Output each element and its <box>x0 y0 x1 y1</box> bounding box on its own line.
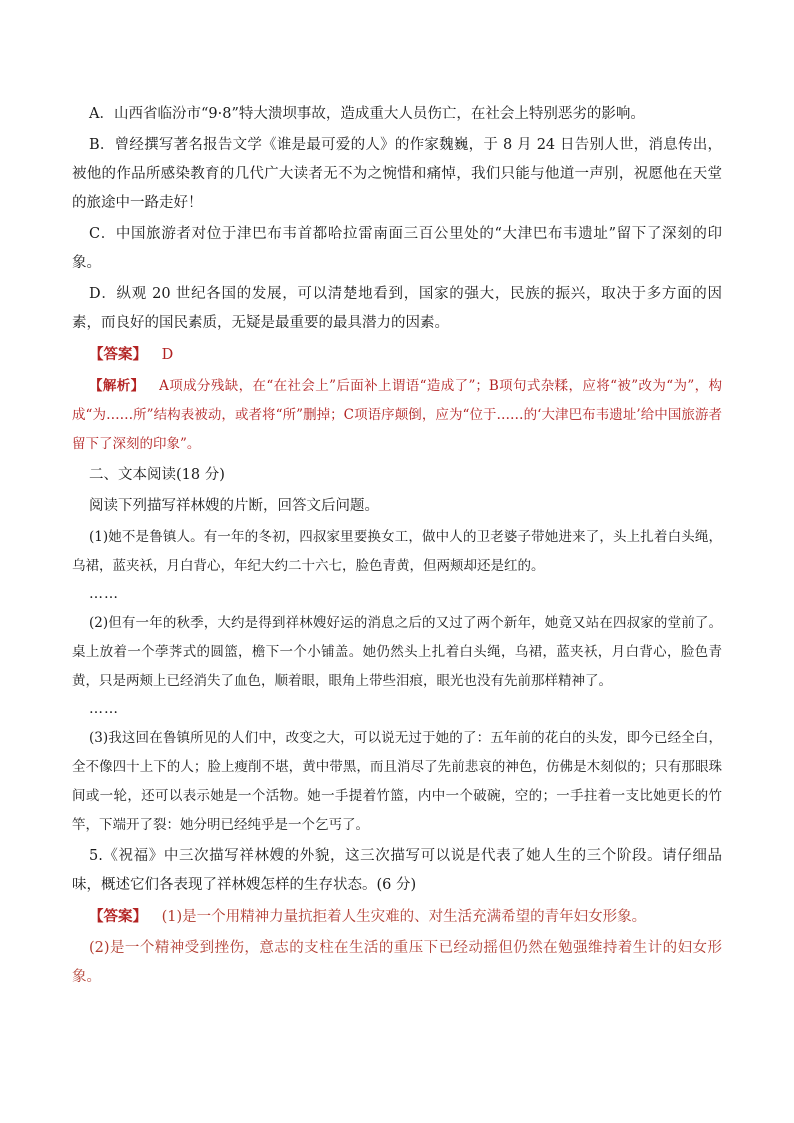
answer-2-line-2: (2)是一个精神受到挫伤，意志的支柱在生活的重压下已经动摇但仍然在勉强维持着生计的妇女形象。 <box>72 940 722 985</box>
answer-1-label: 【答案】 <box>89 346 147 363</box>
answer-2 <box>72 902 722 932</box>
answer-1-value: D <box>161 347 174 363</box>
analysis-text: A项成分残缺，在“在社会上”后面补上谓语“造成了”；B项句式杂糅，应将“被”改为“为”，构成“为……所”结构表被动，或者将“所”删掉；C项语序颠倒，应为“位于……的‘大津巴布韦遗址’给中国旅游者留下了深刻的印象”。 <box>72 378 723 452</box>
excerpt-1: (1)她不是鲁镇人。有一年的冬初，四叔家里要换女工，做中人的卫老婆子带她进来了，头上扎着白头绳，乌裙，蓝夹袄，月白背心，年纪大约二十六七，脸色青黄，但两颊却还是红的。 <box>72 529 722 574</box>
option-c: C．中国旅游者对位于津巴布韦首都哈拉雷南面三百公里处的“大津巴布韦遗址”留下了深刻的印象。 <box>72 226 722 271</box>
option-a: A．山西省临汾市“9·8”特大溃坝事故，造成重大人员伤亡，在社会上特别恶劣的影响。 <box>89 106 645 122</box>
option-d: D．纵观 20 世纪各国的发展，可以清楚地看到，国家的强大，民族的振兴，取决于多方面的因素，而良好的国民素质，无疑是最重要的最具潜力的因素。 <box>72 286 722 331</box>
section-2-title: 二、文本阅读(18 分) <box>89 467 225 483</box>
reading-instruction: 阅读下列描写祥林嫂的片断，回答文后问题。 <box>89 498 379 514</box>
excerpt-2: (2)但有一年的秋季，大约是得到祥林嫂好运的消息之后的又过了两个新年，她竟又站在四叔家的堂前了。桌上放着一个荸荠式的圆篮，檐下一个小铺盖。她仍然头上扎着白头绳，乌裙，蓝夹袄，月白背心，脸色青黄，只是两颊上已经消失了血色，顺着眼，眼角上带些泪痕，眼光也没有先前那样精神了。 <box>72 615 722 689</box>
answer-1 <box>72 340 722 370</box>
analysis-label: 【解析】 <box>89 378 145 394</box>
ellipsis-1: …… <box>89 586 119 602</box>
ellipsis-2: …… <box>89 701 119 717</box>
answer-2-line-1: (1)是一个用精神力量抗拒着人生灾难的、对生活充满希望的青年妇女形象。 <box>161 909 647 925</box>
excerpt-3: (3)我这回在鲁镇所见的人们中，改变之大，可以说无过于她的了：五年前的花白的头发，即今已经全白，全不像四十上下的人；脸上瘦削不堪，黄中带黑，而且消尽了先前悲哀的神色，仿佛是木刻似的；只有那眼珠间或一轮，还可以表示她是一个活物。她一手提着竹篮，内中一个破碗，空的；一手拄着一支比她更长的竹竿，下端开了裂：她分明已经纯乎是一个乞丐了。 <box>72 730 722 833</box>
analysis <box>72 372 722 459</box>
question-5: 5.《祝福》中三次描写祥林嫂的外貌，这三次描写可以说是代表了她人生的三个阶段。请仔细品味，概述它们各表现了祥林嫂怎样的生存状态。(6 分) <box>72 848 722 893</box>
answer-2-label: 【答案】 <box>89 908 147 925</box>
document-content <box>72 100 722 994</box>
option-b: B．曾经撰写著名报告文学《谁是最可爱的人》的作家魏巍，于 8 月 24 日告别人世，消息传出，被他的作品所感染教育的几代广大读者无不为之惋惜和痛悼，我们只能与他道一声别，祝愿他在天堂的旅途中一路走好！ <box>72 137 722 211</box>
